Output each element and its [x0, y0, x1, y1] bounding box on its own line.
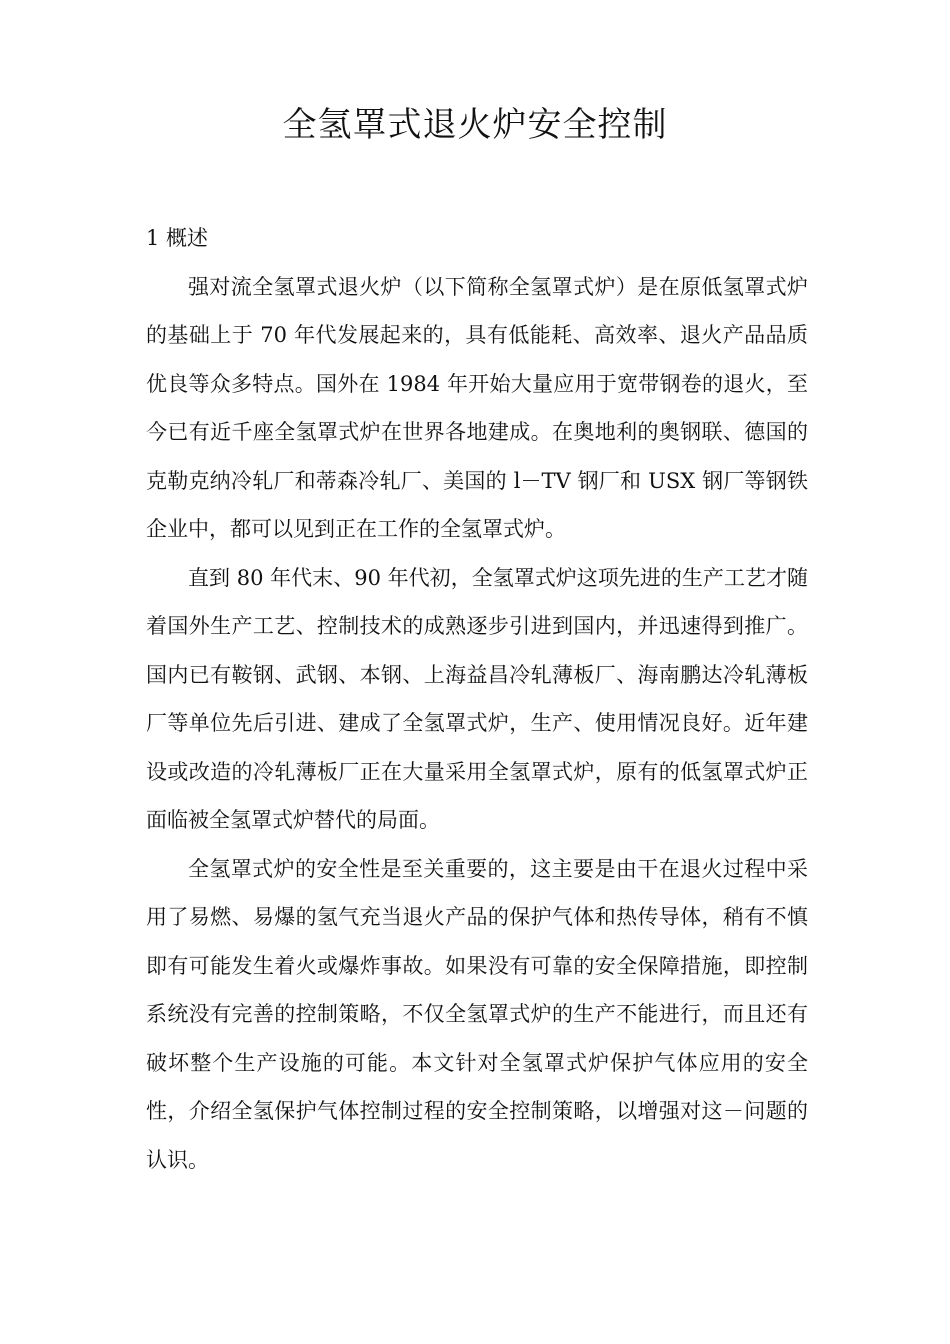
- document-body: [146, 214, 808, 1184]
- paragraph-1: 强对流全氢罩式退火炉（以下简称全氢罩式炉）是在原低氢罩式炉的基础上于 70 年代发展起来的，具有低能耗、高效率、退火产品品质优良等众多特点。国外在 1984 年开始大量应用于宽带钢卷的退火，至今已有近千座全氢罩式炉在世界各地建成。在奥地利的奥钢联、德国的克勒克纳冷轧厂和蒂森冷轧厂、美国的 l－TV 钢厂和 USX 钢厂等钢铁企业中，都可以见到正在工作的全氢罩式炉。: [146, 274, 808, 541]
- document-title: 全氢罩式退火炉安全控制: [282, 105, 668, 145]
- section-heading: 1 概述: [146, 226, 209, 250]
- paragraph-2: 直到 80 年代末、90 年代初，全氢罩式炉这项先进的生产工艺才随着国外生产工艺、控制技术的成熟逐步引进到国内，并迅速得到推广。国内已有鞍钢、武钢、本钢、上海益昌冷轧薄板厂、海南鹏达冷轧薄板厂等单位先后引进、建成了全氢罩式炉，生产、使用情况良好。近年建设或改造的冷轧薄板厂正在大量采用全氢罩式炉，原有的低氢罩式炉正面临被全氢罩式炉替代的局面。: [146, 565, 808, 832]
- paragraph-3: 全氢罩式炉的安全性是至关重要的，这主要是由干在退火过程中采用了易燃、易爆的氢气充当退火产品的保护气体和热传导体，稍有不慎即有可能发生着火或爆炸事故。如果没有可靠的安全保障措施，即控制系统没有完善的控制策略，不仅全氢罩式炉的生产不能进行，而且还有破坏整个生产设施的可能。本文针对全氢罩式炉保护气体应用的安全性，介绍全氢保护气体控制过程的安全控制策略，以增强对这－问题的认识。: [146, 856, 808, 1172]
